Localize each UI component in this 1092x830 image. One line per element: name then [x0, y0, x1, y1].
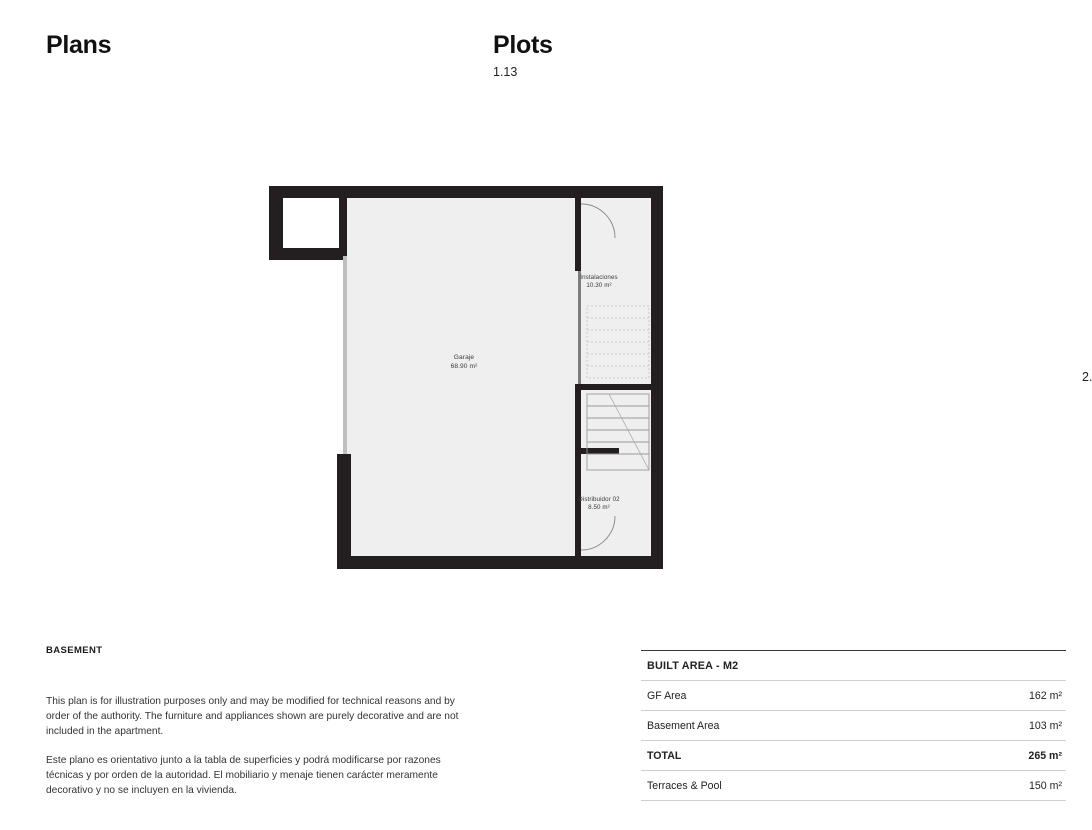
table-row-total [641, 741, 1066, 771]
disclaimer-english: This plan is for illustration purposes only and may be modified for technical reasons and by order of the authority. The furniture and appliances shown are purely decorative and are not included in the apartment. [46, 696, 459, 738]
room-label-distribuidor [554, 496, 644, 513]
room-label-instalaciones [554, 274, 644, 291]
row-value: 265 m² [938, 741, 1066, 771]
table-row [641, 681, 1066, 711]
room-area: 68.90 m² [450, 362, 478, 370]
row-label: Terraces & Pool [641, 771, 938, 801]
built-area-table [641, 650, 1066, 801]
disclaimer-spanish: Este plano es orientativo junto a la tabla de superficies y podrá modificarse por razones técnicas y por orden de la autoridad. El mobiliario y menaje tienen carácter meramente decorativo y no se incluyen en la vivienda. [46, 755, 441, 797]
row-value: 103 m² [938, 711, 1066, 741]
row-label: GF Area [641, 681, 938, 711]
room-area: 10.30 m² [586, 282, 612, 290]
table-title-spacer [938, 651, 1066, 681]
table-row [641, 771, 1066, 801]
page-title-plots: Plots [493, 31, 553, 59]
row-value: 162 m² [938, 681, 1066, 711]
row-value: 150 m² [938, 771, 1066, 801]
row-label: TOTAL [641, 741, 938, 771]
plot-number: 1.13 [493, 65, 518, 79]
room-name: Garaje [453, 354, 475, 361]
room-area: 8.50 m² [588, 504, 610, 512]
table-row [641, 711, 1066, 741]
room-name: Instalaciones [580, 274, 618, 281]
disclaimer-block [46, 694, 476, 799]
room-label-garage [419, 354, 509, 372]
room-name: Distribuidor 02 [578, 496, 620, 503]
row-label: Basement Area [641, 711, 938, 741]
page-title-plans: Plans [46, 31, 112, 59]
floor-section-label: BASEMENT [46, 645, 103, 656]
table-header-row [641, 651, 1066, 681]
floor-plan-drawing [269, 186, 663, 569]
page-marker: 2. [1082, 370, 1092, 384]
table-title: BUILT AREA - M2 [641, 651, 938, 681]
